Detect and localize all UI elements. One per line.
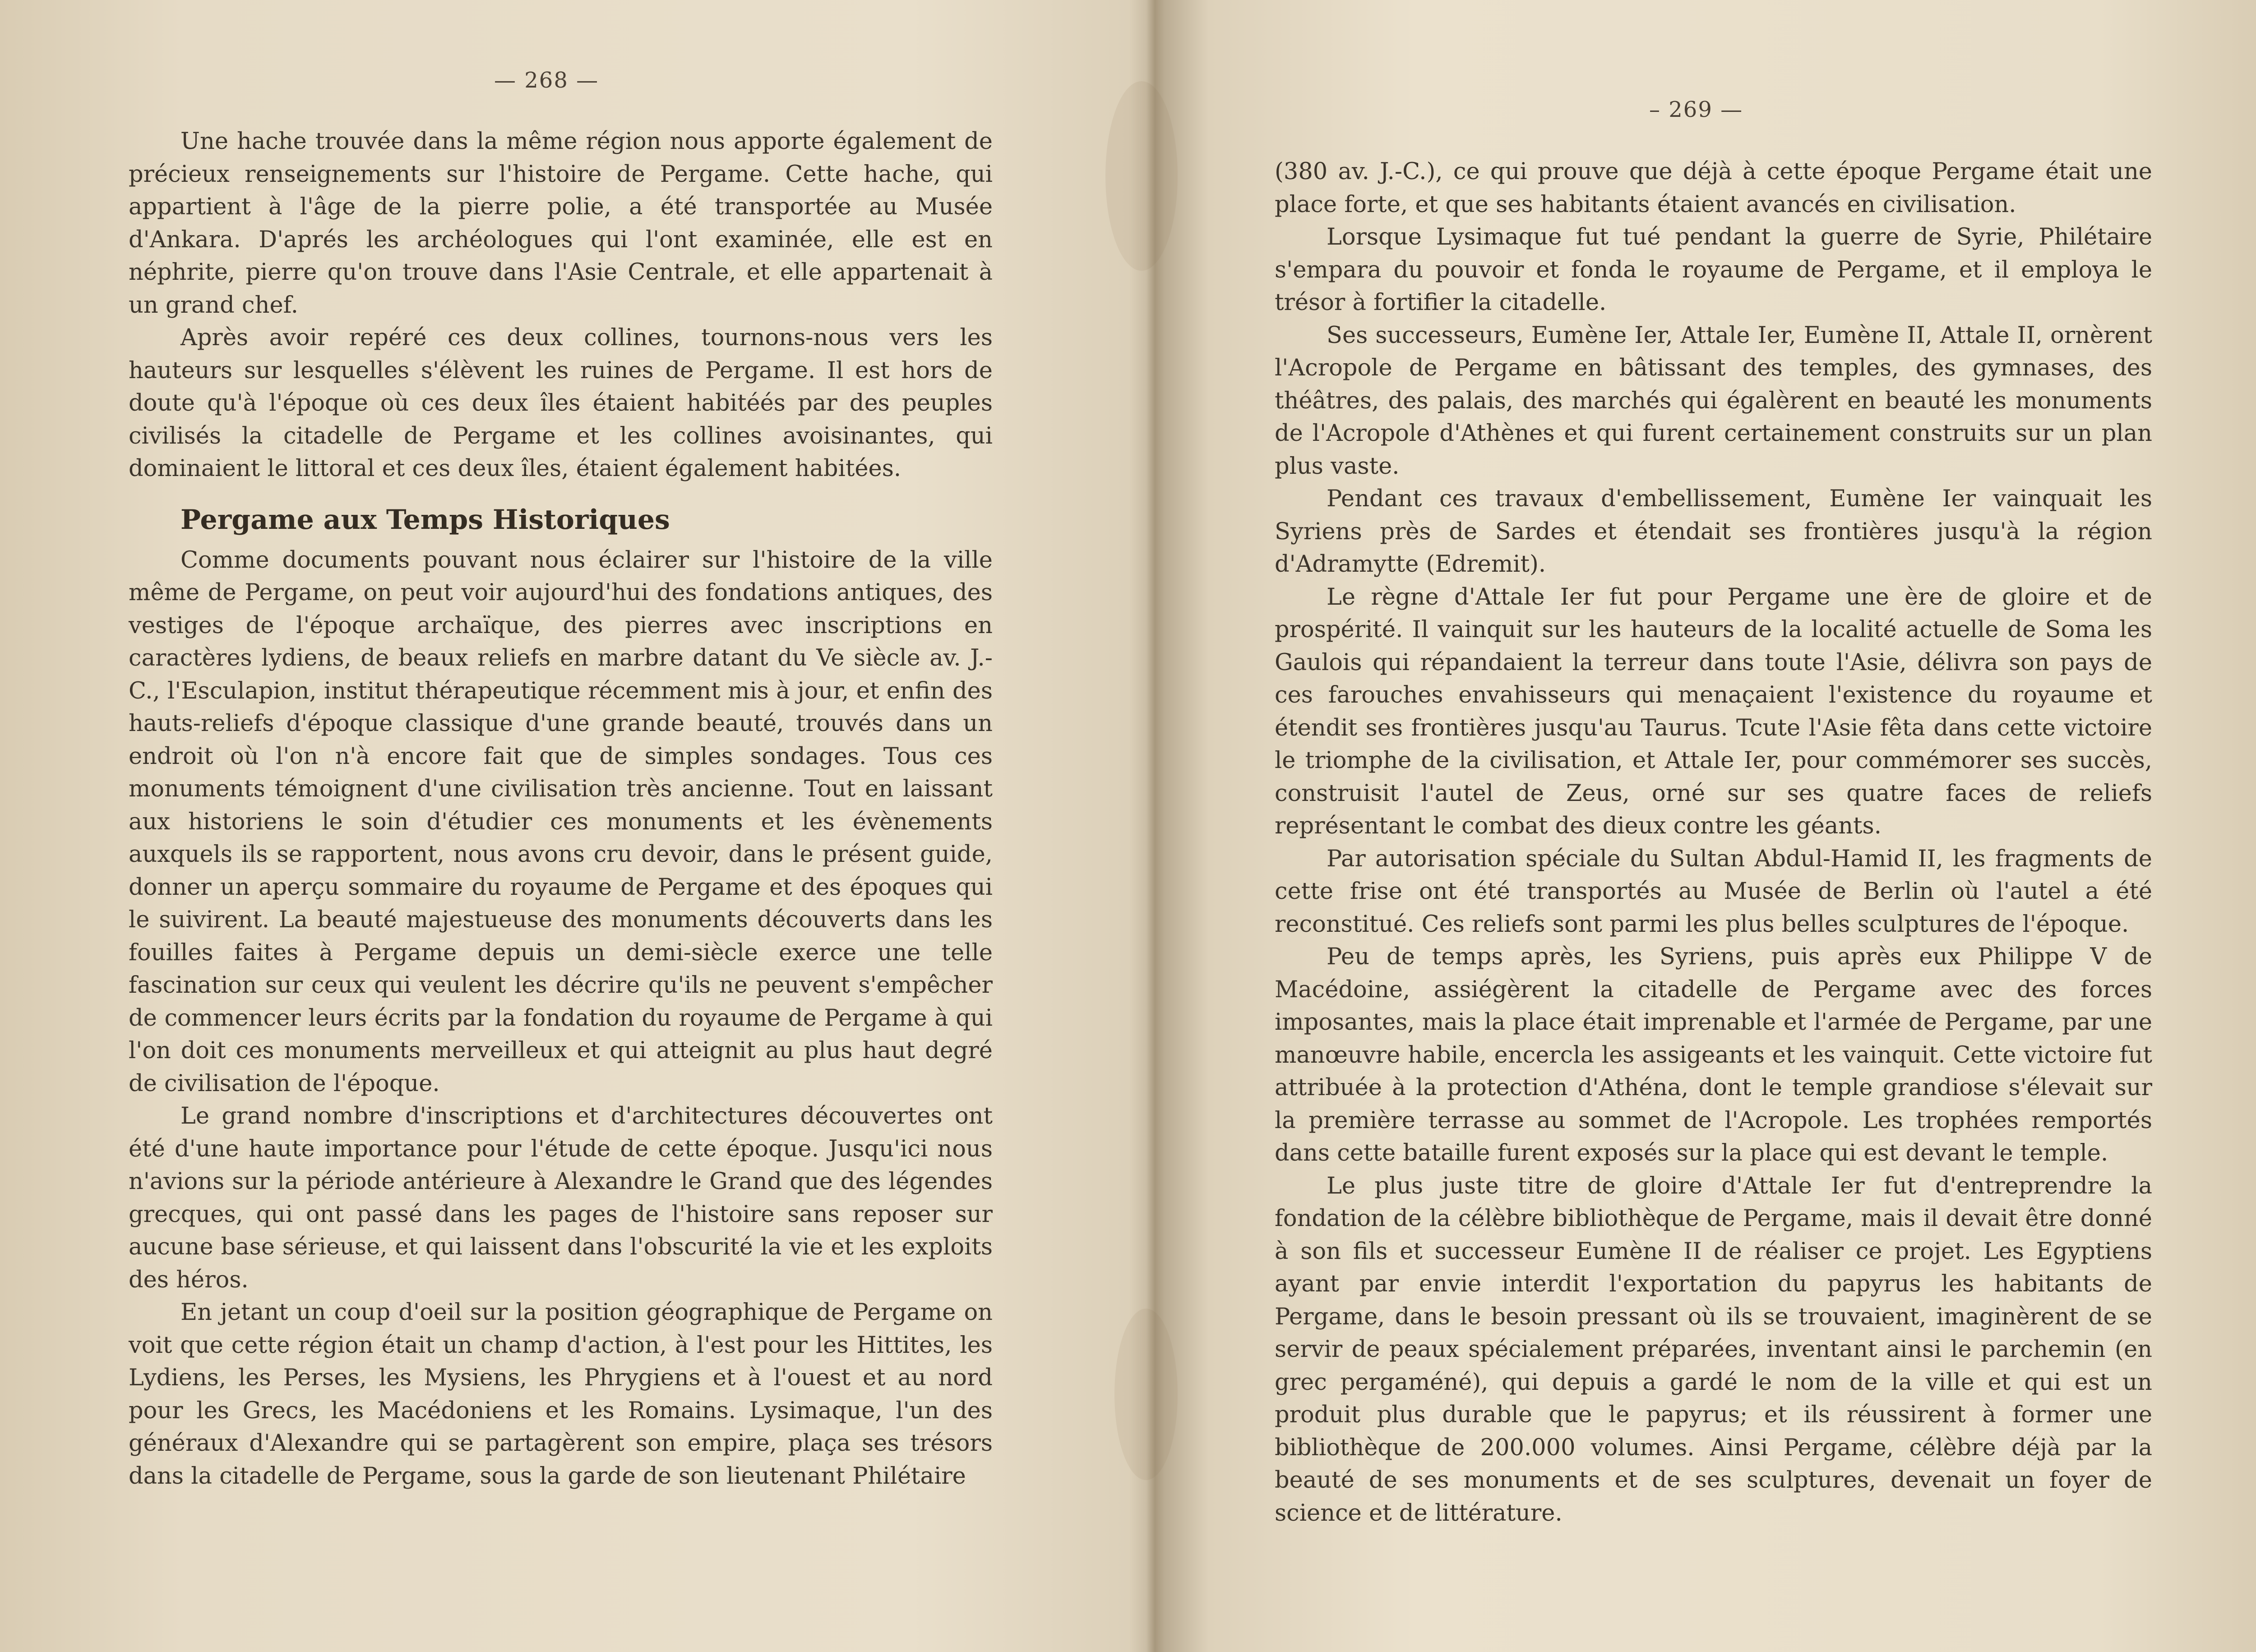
- page-body: [1275, 156, 2152, 1530]
- section-heading: Pergame aux Temps Historiques: [180, 504, 670, 536]
- paragraph: En jetant un coup d'oeil sur la position géographique de Pergame on voit que cette région était un champ d'action, à l'est pour les Hittites, les Lydiens, les Perses, les Mysiens, les Phrygiens et à l'ouest et au nord pour les Grecs, les Macédoniens et les Romains. Lysimaque, l'un des généraux d'Alexandre qui se partagèrent son empire, plaça ses trésors dans la citadelle de Pergame, sous la garde de son lieutenant Philétaire: [129, 1299, 993, 1490]
- paragraph: Après avoir repéré ces deux collines, tournons-nous vers les hauteurs sur lesquelles s'élèvent les ruines de Pergame. Il est hors de doute qu'à l'époque où ces deux îles étaient habitéés par des peuples civilisés la citadelle de Pergame et les collines avoisinantes, qui dominaient le littoral et ces deux îles, étaient également habitées.: [129, 324, 993, 482]
- paragraph-continuation: (380 av. J.-C.), ce qui prouve que déjà à cette époque Pergame était une place forte, et que ses habitants étaient avancés en civilisation.: [1275, 158, 2152, 218]
- paragraph: Comme documents pouvant nous éclairer sur l'histoire de la ville même de Pergame, on peut voir aujourd'hui des fondations antiques, des vestiges de l'époque archaïque, des pierres avec inscriptions en caractères lydiens, de beaux reliefs en marbre datant du Ve siècle av. J.-C., l'Esculapion, institut thérapeutique récemment mis à jour, et enfin des hauts-reliefs d'époque classique d'une grande beauté, trouvés dans un endroit où l'on n'à encore fait que de simples sondages. Tous ces monuments témoignent d'une civilisation très ancienne. Tout en laissant aux historiens le soin d'étudier ces monuments et les évènements auxquels ils se rapportent, nous avons cru devoir, dans le présent guide, donner un aperçu sommaire du royaume de Pergame et des époques qui le suivirent. La beauté majestueuse des monuments découverts dans les fouilles faites à Pergame depuis un demi-siècle exerce une telle fascination sur ceux qui veulent les décrire qu'ils ne peuvent s'empêcher de commencer leurs écrits par la fondation du royaume de Pergame à qui l'on doit ces monuments merveilleux et qui atteignit au plus haut degré de civilisation de l'époque.: [129, 546, 993, 1097]
- page-number: – 269 —: [1649, 97, 1743, 122]
- right-page: [1164, 0, 2256, 1652]
- paragraph: Peu de temps après, les Syriens, puis après eux Philippe V de Macédoine, assiégèrent la citadelle de Pergame avec des forces imposantes, mais la place était imprenable et l'armée de Pergame, par une manœuvre habile, encercla les assigeants et les vainquit. Cette victoire fut attribuée à la protection d'Athéna, dont le temple grandiose s'élevait sur la première terrasse au sommet de l'Acropole. Les trophées remportés dans cette bataille furent exposés sur la place qui est devant le temple.: [1275, 944, 2152, 1166]
- paragraph: Par autorisation spéciale du Sultan Abdul-Hamid II, les fragments de cette frise ont été transportés au Musée de Berlin où l'autel a été reconstitué. Ces reliefs sont parmi les plus belles sculptures de l'époque.: [1275, 845, 2152, 938]
- paragraph: Pendant ces travaux d'embellissement, Eumène Ier vainquait les Syriens près de Sardes et étendait ses frontières jusqu'à la région d'Adramytte (Edremit).: [1275, 486, 2152, 578]
- paragraph: Le grand nombre d'inscriptions et d'architectures découvertes ont été d'une haute importance pour l'étude de cette époque. Jusqu'ici nous n'avions sur la période antérieure à Alexandre le Grand que des légendes grecques, qui ont passé dans les pages de l'histoire sans reposer sur aucune base sérieuse, et qui laissent dans l'obscurité la vie et les exploits des héros.: [129, 1103, 993, 1293]
- book-gutter: [1146, 0, 1164, 1652]
- paragraph: Ses successeurs, Eumène Ier, Attale Ier, Eumène II, Attale II, ornèrent l'Acropole de Pergame en bâtissant des temples, des gymnases, des théâtres, des palais, des marchés qui égalèrent en beauté les monuments de l'Acropole d'Athènes et qui furent certainement construits sur un plan plus vaste.: [1275, 322, 2152, 480]
- paragraph: Le plus juste titre de gloire d'Attale Ier fut d'entreprendre la fondation de la célèbre bibliothèque de Pergame, mais il devait être donné à son fils et successeur Eumène II de réaliser ce projet. Les Egyptiens ayant par envie interdit l'exportation du papyrus les habitants de Pergame, dans le besoin pressant où ils se trouvaient, imaginèrent de se servir de peaux spécialement préparées, inventant ainsi le parchemin (en grec pergaméné), qui depuis a gardé le nom de la ville et qui est un produit plus durable que le papyrus; et ils réussirent à former une bibliothèque de 200.000 volumes. Ainsi Pergame, célèbre déjà par la beauté de ses monuments et de ses sculptures, devenait un foyer de science et de littérature.: [1275, 1172, 2152, 1527]
- page-number: — 268 —: [494, 68, 599, 93]
- paragraph: Une hache trouvée dans la même région nous apporte également de précieux renseignements sur l'histoire de Pergame. Cette hache, qui appartient à l'âge de la pierre polie, a été transportée au Musée d'Ankara. D'aprés les archéologues qui l'ont examinée, elle est en néphrite, pierre qu'on trouve dans l'Asie Centrale, et elle appartenait à un grand chef.: [129, 128, 993, 319]
- paragraph: Le règne d'Attale Ier fut pour Pergame une ère de gloire et de prospérité. Il vainquit sur les hauteurs de la localité actuelle de Soma les Gaulois qui répandaient la terreur dans toute l'Asie, délivra son pays de ces farouches envahisseurs qui menaçaient l'existence du royaume et étendit ses frontières jusqu'au Taurus. Tcute l'Asie fêta dans cette victoire le triomphe de la civilisation, et Attale Ier, pour commémorer ses succès, construisit l'autel de Zeus, orné sur ses quatre faces de reliefs représentant le combat des dieux contre les géants.: [1275, 583, 2152, 839]
- paragraph: Lorsque Lysimaque fut tué pendant la guerre de Syrie, Philétaire s'empara du pouvoir et fonda le royaume de Pergame, et il employa le trésor à fortifier la citadelle.: [1275, 224, 2152, 316]
- page-body: [129, 125, 993, 1493]
